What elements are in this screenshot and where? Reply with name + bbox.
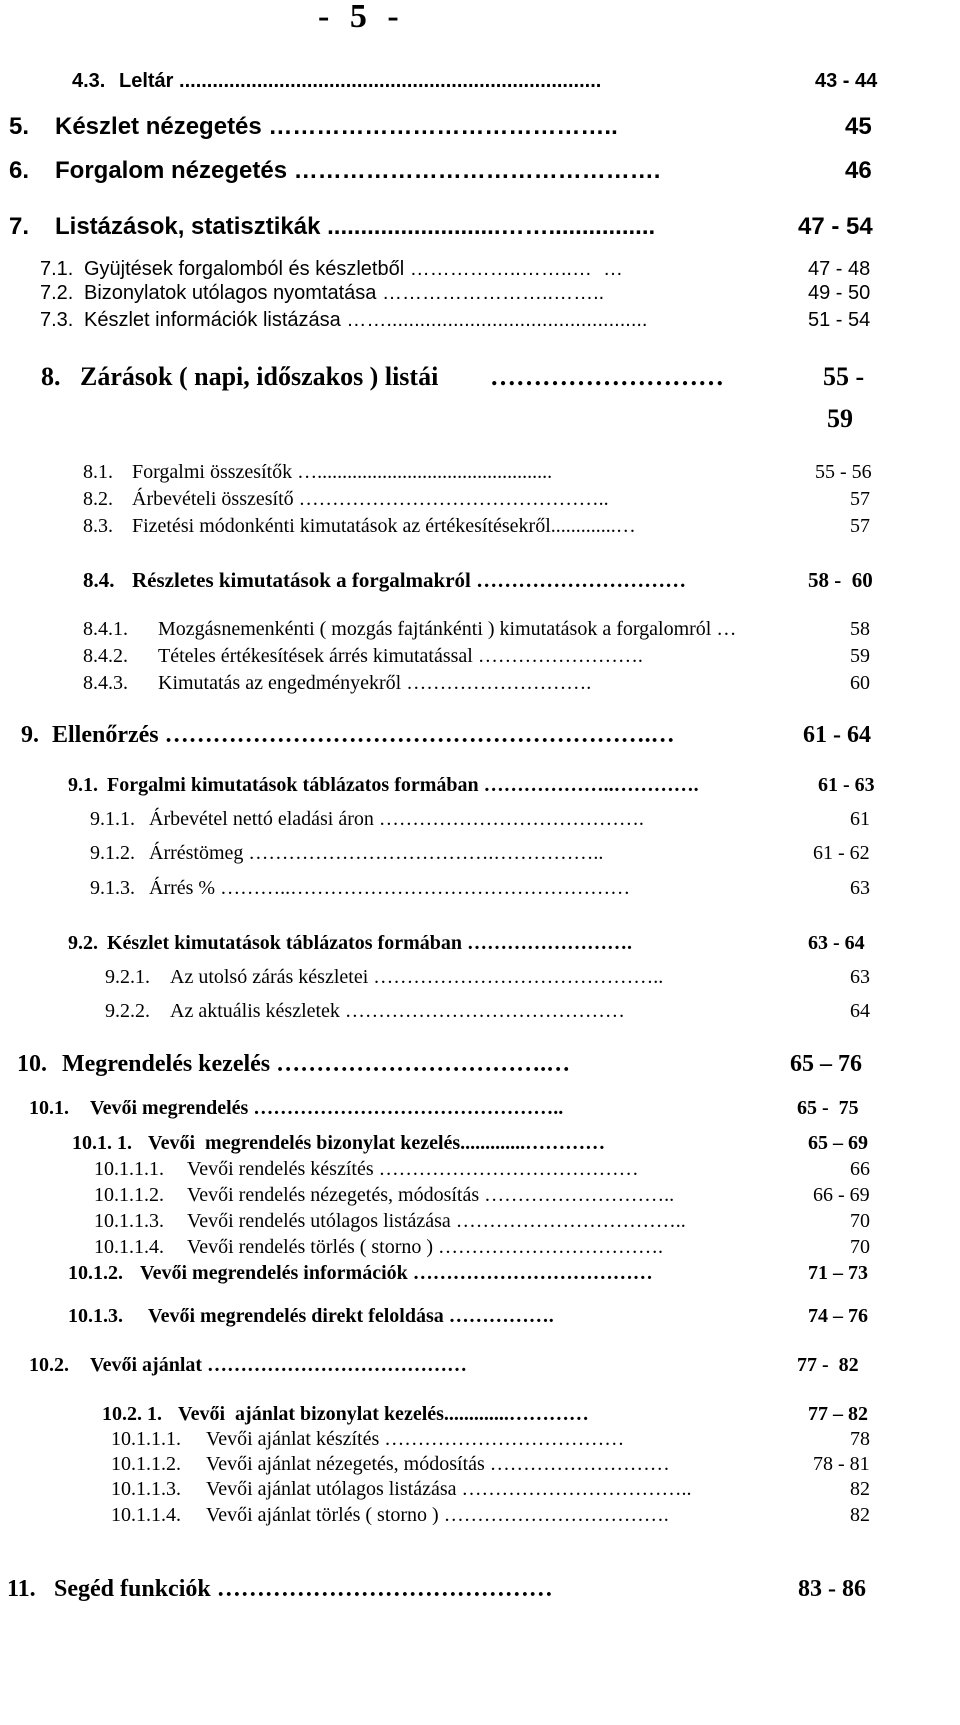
toc-entry-7-1 [0,258,960,284]
toc-entry-ajanlat-2 [0,1453,960,1479]
toc-label: 4.3. [72,70,106,92]
toc-entry-10-1-3 [0,1305,960,1331]
toc-entry-4-3 [0,70,960,100]
toc-title: Forgalmi kimutatások táblázatos formában ………………..…………. [107,774,699,796]
toc-title: Az utolsó zárás készletei …………………………………….. [170,966,664,988]
toc-pages: 63 [850,877,870,899]
toc-entry-10-1-1-2 [0,1184,960,1210]
toc-entry-9-1-1 [0,808,960,834]
toc-label: 9.1.2. [90,842,135,864]
toc-label: 10.1.3. [68,1305,123,1327]
toc-title: Kimutatás az engedményekről ………………………. [158,672,592,694]
toc-label: 5. [9,113,30,140]
toc-entry-9-2-2 [0,1000,960,1026]
toc-title: Forgalom nézegetés ………………………………………. [55,157,661,184]
toc-label: 10.1.1.4. [111,1504,181,1526]
toc-title: Vevői rendelés nézegetés, módosítás ……………………….. [187,1184,675,1206]
toc-label: 11. [7,1576,36,1602]
toc-entry-11 [0,1576,960,1608]
toc-entry-8-2 [0,488,960,514]
toc-title: Tételes értékesítések árrés kimutatással ……………………. [158,645,643,667]
toc-label: 9.1.3. [90,877,135,899]
toc-title: Listázások, statisztikák ..........................……................ [55,213,656,240]
toc-pages: 65 - 75 [797,1097,859,1119]
toc-entry-8 [0,362,960,396]
toc-label: 8. [41,362,61,391]
toc-label: 10.2. 1. [102,1403,162,1425]
toc-title: Árrés % ………..…………………………………………… [149,877,631,899]
toc-entry-8-pages-cont [0,404,960,438]
toc-entry-8-3 [0,515,960,541]
toc-label: 10.1.1.2. [94,1184,164,1206]
toc-title: Készlet nézegetés …………………………………….. [55,113,618,140]
toc-pages: 57 [850,515,870,537]
toc-entry-5 [0,113,960,147]
toc-pages: 78 [850,1428,870,1450]
toc-title: Árbevételi összesítő ……………………………………….. [132,488,609,510]
toc-entry-7-3 [0,309,960,335]
toc-pages: 63 [850,966,870,988]
toc-pages: 66 [850,1158,870,1180]
toc-entry-10-2 [0,1354,960,1380]
toc-label: 10.1.1.3. [111,1478,181,1500]
toc-entry-10-1-1-3 [0,1210,960,1236]
toc-pages: 78 - 81 [813,1453,870,1475]
toc-pages: 74 – 76 [808,1305,868,1327]
toc-entry-10 [0,1051,960,1083]
toc-pages: 55 - 56 [815,461,872,483]
toc-title: Készlet információk listázása ……............................................... [84,309,648,331]
toc-title: Segéd funkciók …………………………………… [54,1576,553,1602]
toc-pages: 71 – 73 [808,1262,868,1284]
toc-title: Vevői ajánlat bizonylat kezelés.............………… [178,1403,589,1425]
toc-label: 10.1.1.1. [94,1158,164,1180]
toc-label: 10.1. 1. [72,1132,132,1154]
toc-title: Vevői megrendelés bizonylat kezelés.............………… [148,1132,606,1154]
toc-entry-8-4-3 [0,672,960,698]
toc-title: Gyüjtések forgalomból és készletből ……………..……..… … [84,258,624,280]
toc-label: 8.1. [83,461,113,483]
toc-entry-9 [0,722,960,754]
toc-pages: 55 - [823,362,865,391]
toc-label: 10.1.1.3. [94,1210,164,1232]
toc-entry-9-1 [0,774,960,800]
toc-title: Vevői ajánlat törlés ( storno ) ……………………………. [206,1504,669,1526]
toc-pages: 59 [850,645,870,667]
toc-title: Forgalmi összesítők …............................................... [132,461,553,483]
toc-entry-8-4-1 [0,618,960,644]
toc-title: Vevői rendelés készítés ………………………………… [187,1158,639,1180]
toc-pages: 83 - 86 [798,1576,866,1602]
toc-label: 9.2.2. [105,1000,150,1022]
toc-pages: 61 - 64 [803,722,871,748]
toc-entry-10-1-2 [0,1262,960,1288]
toc-pages: 61 [850,808,870,830]
toc-title: Árbevétel nettó eladási áron …………………………………. [149,808,644,830]
toc-pages: 61 - 62 [813,842,870,864]
toc-title: Megrendelés kezelés …………………………….… [62,1051,571,1077]
toc-label: 7.2. [40,282,74,304]
toc-label: 9.1. [68,774,98,796]
toc-label: 8.4.1. [83,618,128,640]
toc-pages: 70 [850,1236,870,1258]
toc-pages: 46 [845,157,872,184]
toc-pages: 63 - 64 [808,932,865,954]
toc-label: 10.1.1.2. [111,1453,181,1475]
toc-entry-7-2 [0,282,960,308]
toc-entry-10-2-1 [0,1403,960,1429]
toc-pages: 57 [850,488,870,510]
toc-title: Vevői ajánlat ………………………………… [90,1354,468,1376]
toc-pages: 82 [850,1478,870,1500]
toc-title: Bizonylatok utólagos nyomtatása ……………………..…….. [84,282,605,304]
toc-label: 8.4. [83,568,115,592]
toc-title: Vevői ajánlat utólagos listázása …………………………….. [206,1478,692,1500]
toc-entry-7 [0,213,960,247]
toc-pages: 60 [850,672,870,694]
toc-label: 8.4.2. [83,645,128,667]
toc-pages: 77 – 82 [808,1403,868,1425]
toc-title: Zárások ( napi, időszakos ) listái [80,362,439,391]
toc-title: Vevői megrendelés direkt feloldása ……………. [148,1305,554,1327]
toc-entry-9-2 [0,932,960,958]
toc-pages: 70 [850,1210,870,1232]
toc-entry-9-2-1 [0,966,960,992]
toc-title: Vevői megrendelés információk ……………………………… [140,1262,653,1284]
toc-pages: 64 [850,1000,870,1022]
toc-pages: 65 – 76 [790,1051,862,1077]
toc-pages: 66 - 69 [813,1184,870,1206]
toc-label: 10.1.1.4. [94,1236,164,1258]
toc-entry-10-1-1-4 [0,1236,960,1262]
toc-entry-8-4 [0,568,960,596]
toc-label: 7.1. [40,258,74,280]
toc-label: 8.2. [83,488,113,510]
toc-label: 10.1.2. [68,1262,123,1284]
toc-entry-8-4-2 [0,645,960,671]
toc-title: Az aktuális készletek …………………………………… [170,1000,625,1022]
toc-entry-ajanlat-4 [0,1504,960,1530]
toc-title: Vevői ajánlat készítés ……………………………… [206,1428,625,1450]
toc-label: 10.1. [29,1097,69,1119]
toc-title: Fizetési módonkénti kimutatások az értékesítésekről.............… [132,515,636,537]
toc-label: 7. [9,213,30,240]
toc-dots: ……………………… [490,362,724,391]
toc-title: Részletes kimutatások a forgalmakról ………………………… [132,568,687,592]
toc-pages: 58 [850,618,870,640]
toc-title: Vevői ajánlat nézegetés, módosítás ……………………… [206,1453,670,1475]
toc-title: Árréstömeg ……………………………….…………….. [149,842,604,864]
toc-pages: 51 - 54 [808,309,871,331]
toc-entry-10-1-1-1 [0,1158,960,1184]
toc-title: Leltár ............................................................................ [119,70,602,92]
toc-pages: 82 [850,1504,870,1526]
toc-label: 10. [17,1051,47,1077]
toc-label: 9.1.1. [90,808,135,830]
toc-pages: 58 - 60 [808,568,873,592]
toc-title: Mozgásnemenkénti ( mozgás fajtánkénti ) kimutatások a forgalomról … [158,618,737,640]
toc-entry-ajanlat-3 [0,1478,960,1504]
toc-pages-continued: 59 [827,404,853,433]
toc-pages: 49 - 50 [808,282,871,304]
toc-label: 7.3. [40,309,74,331]
toc-entry-10-1 [0,1097,960,1123]
toc-entry-9-1-3 [0,877,960,903]
toc-label: 6. [9,157,30,184]
toc-pages: 65 – 69 [808,1132,868,1154]
toc-pages: 61 - 63 [818,774,875,796]
toc-title: Vevői megrendelés ……………………………………….. [90,1097,564,1119]
toc-entry-ajanlat-1 [0,1428,960,1454]
toc-pages: 45 [845,113,872,140]
toc-pages: 77 - 82 [797,1354,859,1376]
toc-entry-6 [0,157,960,191]
toc-label: 9.2.1. [105,966,150,988]
toc-entry-9-1-2 [0,842,960,868]
toc-title: Készlet kimutatások táblázatos formában ……………………. [107,932,632,954]
toc-label: 10.2. [29,1354,69,1376]
toc-pages: 47 - 48 [808,258,871,280]
toc-pages: 47 - 54 [798,213,873,240]
toc-label: 8.4.3. [83,672,128,694]
toc-title: Vevői rendelés törlés ( storno ) ……………………………. [187,1236,664,1258]
toc-title: Ellenőrzés …………………………………………………….… [52,722,675,748]
page-number: - 5 - [318,0,405,35]
toc-pages: 43 - 44 [815,70,878,92]
toc-entry-8-1 [0,461,960,487]
toc-label: 8.3. [83,515,113,537]
toc-title: Vevői rendelés utólagos listázása …………………………….. [187,1210,686,1232]
toc-label: 9.2. [68,932,98,954]
toc-entry-10-1-1 [0,1132,960,1158]
toc-label: 10.1.1.1. [111,1428,181,1450]
toc-label: 9. [21,722,39,748]
